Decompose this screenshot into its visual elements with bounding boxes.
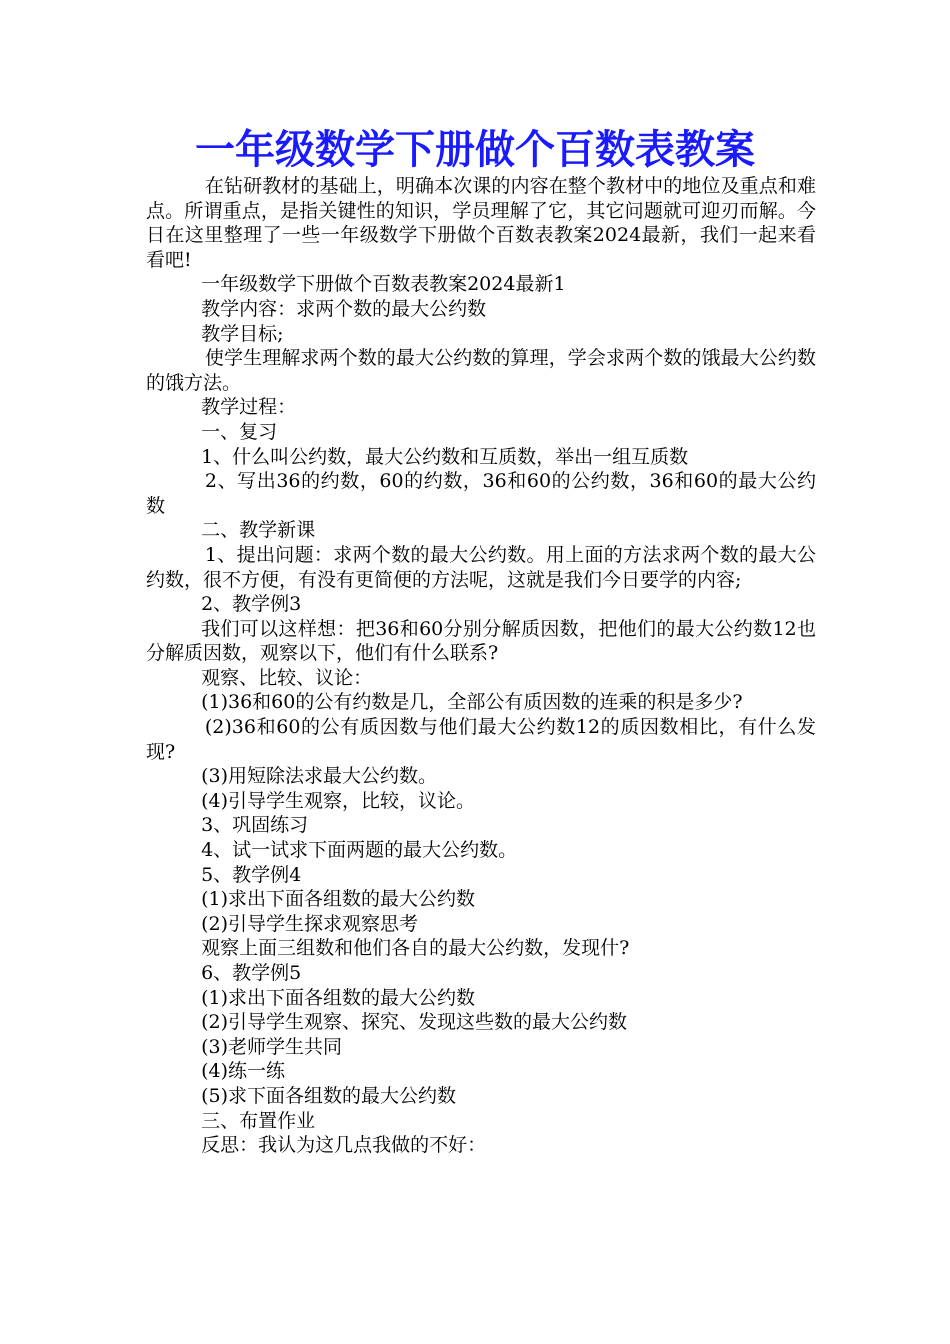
review-item: 1、什么叫公约数，最大公约数和互质数，举出一组互质数 [201,445,689,468]
lesson-item: 观察、比较、议论： [201,666,373,689]
lesson-item: 观察上面三组数和他们各自的最大公约数，发现什? [201,937,630,960]
lesson-item: 2、教学例3 [201,593,302,616]
teaching-content: 教学内容：求两个数的最大公约数 [201,297,487,320]
teaching-goal-text: 使学生理解求两个数的最大公约数的算理，学会求两个数的饿最大公约数的饿方法。 [146,347,816,394]
lesson-item: (2)引导学生探求观察思考 [201,912,419,935]
review-item: 2、写出36的约数，60的约数，36和60的公约数，36和60的最大公约数 [146,470,816,517]
lesson-item: (1)求出下面各组数的最大公约数 [201,888,476,911]
lesson-item: 4、试一试求下面两题的最大公约数。 [201,839,518,862]
lesson-item: 6、教学例5 [201,962,302,984]
reflection-text: 反思：我认为这几点我做的不好： [201,1134,487,1157]
lesson-item: (2)引导学生观察、探究、发现这些数的最大公约数 [201,1011,628,1034]
homework-heading: 三、布置作业 [201,1109,316,1132]
lesson-item: (4)练一练 [201,1060,286,1083]
new-lesson-heading: 二、教学新课 [201,519,316,542]
lesson-item: (4)引导学生观察，比较，议论。 [201,789,476,812]
lesson-item: 1、提出问题：求两个数的最大公约数。用上面的方法求两个数的最大公约数，很不方便，有没有更简便的方法呢，这就是我们今日要学的内容; [146,543,816,591]
document-title: 一年级数学下册做个百数表教案 [195,126,755,173]
intro-paragraph: 在钻研教材的基础上，明确本次课的内容在整个教材中的地位及重点和难点。所谓重点，是指关键性的知识，学员理解了它，其它问题就可迎刃而解。今日在这里整理了一些一年级数学下册做个百数表教案2024最新，我们一起来看看吧! [146,175,816,271]
lesson-item: (2)36和60的公有质因数与他们最大公约数12的质因数相比，有什么发现? [146,716,816,763]
teaching-process-label: 教学过程： [201,396,297,419]
review-heading: 一、复习 [201,420,278,443]
lesson-item: (1)36和60的公有约数是几，全部公有质因数的连乘的积是多少? [201,691,743,714]
lesson-item: 3、巩固练习 [201,814,309,837]
section-heading: 一年级数学下册做个百数表教案2024最新1 [201,273,566,296]
document-body [146,174,816,1158]
lesson-item: (5)求下面各组数的最大公约数 [201,1084,457,1107]
lesson-item: (1)求出下面各组数的最大公约数 [201,986,476,1009]
lesson-item: (3)用短除法求最大公约数。 [201,765,438,788]
teaching-goal-label: 教学目标; [201,322,284,345]
lesson-item: 我们可以这样想：把36和60分别分解质因数，把他们的最大公约数12也分解质因数，观察以下，他们有什么联系? [146,617,816,665]
lesson-item: 5、教学例4 [201,863,302,886]
lesson-item: (3)老师学生共同 [201,1035,343,1058]
